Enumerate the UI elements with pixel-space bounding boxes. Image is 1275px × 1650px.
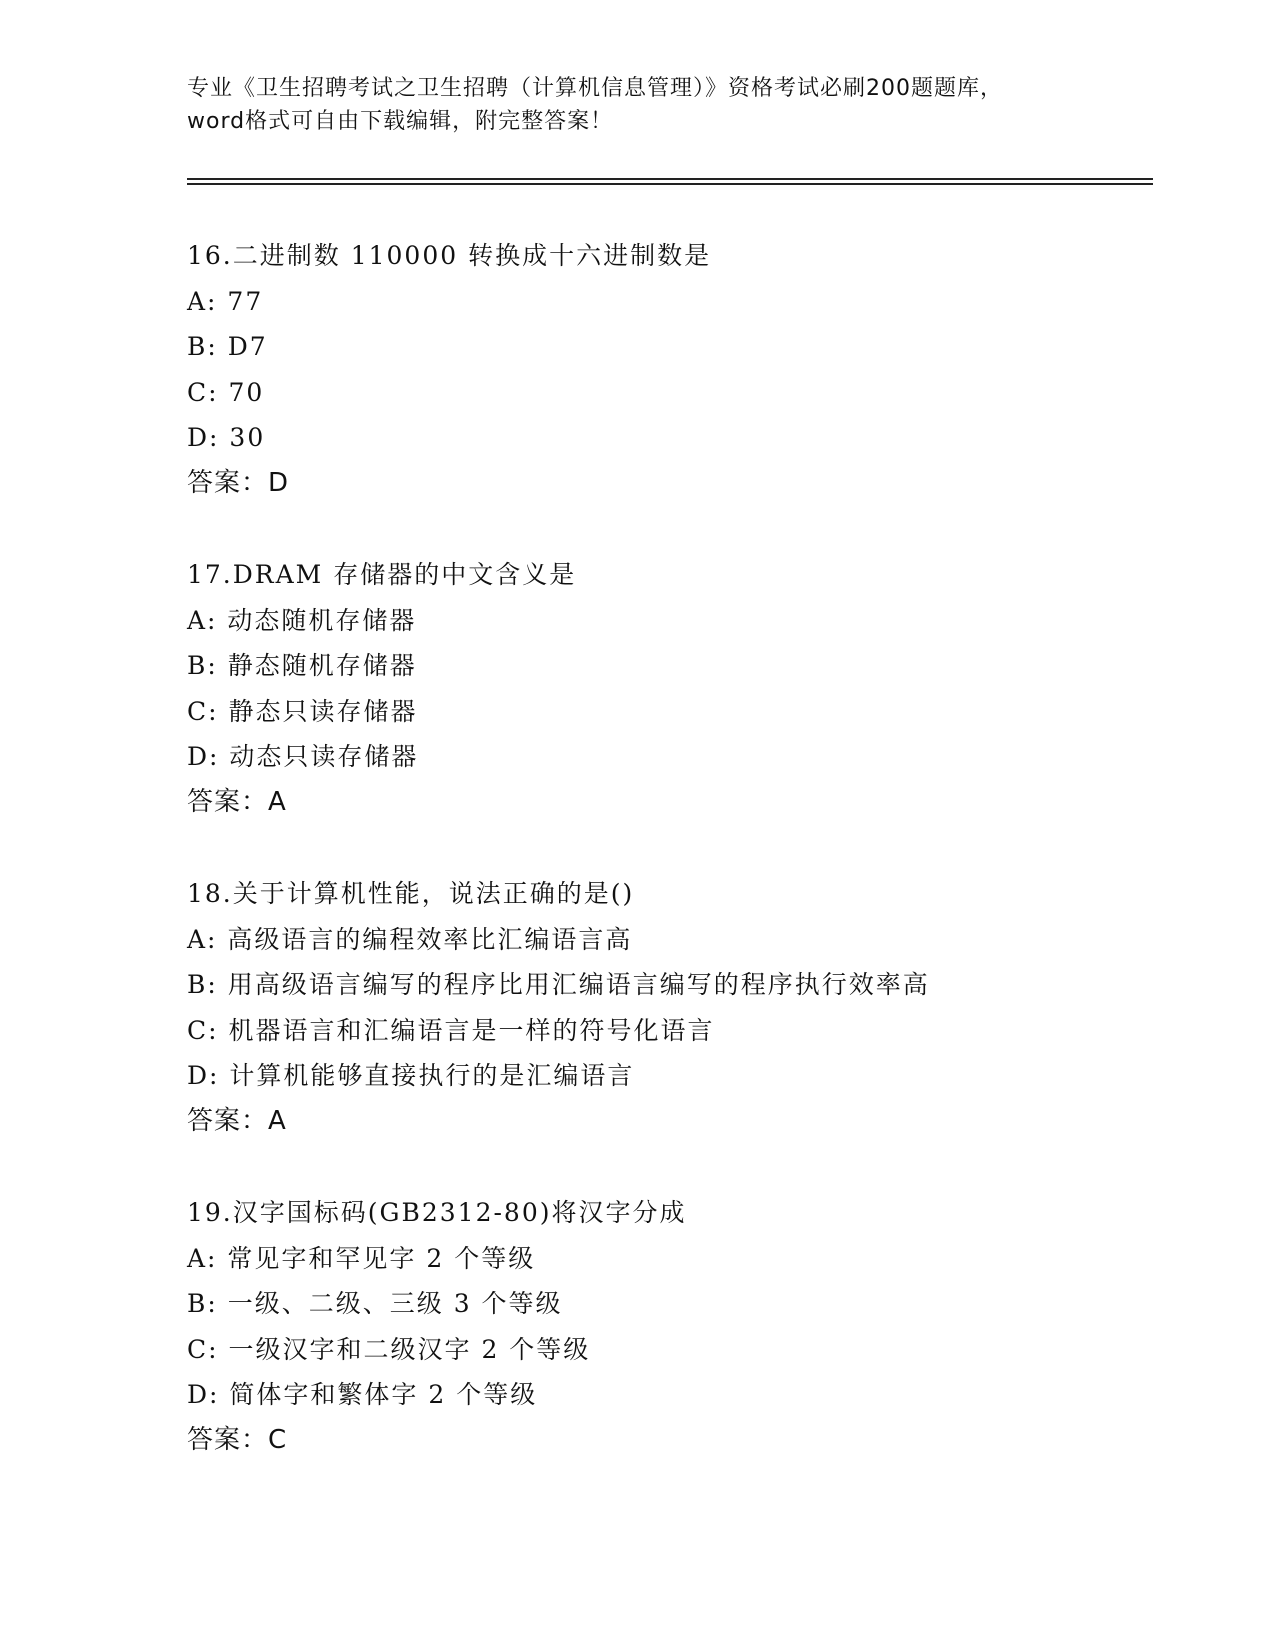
header-line-1: 专业《卫生招聘考试之卫生招聘（计算机信息管理）》资格考试必刷200题题库，	[187, 76, 1003, 101]
option-b: B: D7	[187, 332, 268, 361]
header-divider-bottom	[187, 183, 1153, 185]
question-title: 16.二进制数 110000 转换成十六进制数是	[187, 241, 712, 270]
answer: 答案：D	[187, 467, 290, 498]
document-header	[187, 72, 1087, 138]
option-d: D: 计算机能够直接执行的是汇编语言	[187, 1061, 635, 1090]
option-a: A: 高级语言的编程效率比汇编语言高	[187, 924, 633, 954]
question-18	[187, 871, 1187, 1144]
option-b: B: 一级、二级、三级 3 个等级	[187, 1289, 563, 1318]
question-title: 19.汉字国标码(GB2312-80)将汉字分成	[187, 1198, 687, 1227]
option-d: D: 30	[187, 423, 266, 452]
option-a: A: 动态随机存储器	[187, 605, 417, 635]
question-19	[187, 1190, 1187, 1463]
option-a: A: 77	[187, 286, 264, 316]
answer: 答案：C	[187, 1424, 288, 1455]
question-17	[187, 552, 1187, 825]
answer: 答案：A	[187, 1105, 287, 1136]
option-c: C: 静态只读存储器	[187, 696, 418, 726]
header-line-2: word格式可自由下载编辑，附完整答案！	[187, 109, 614, 134]
option-b: B: 静态随机存储器	[187, 651, 417, 680]
question-title: 18.关于计算机性能，说法正确的是()	[187, 879, 635, 908]
option-c: C: 70	[187, 377, 265, 407]
option-c: C: 一级汉字和二级汉字 2 个等级	[187, 1334, 591, 1364]
answer: 答案：A	[187, 786, 287, 817]
header-divider-top	[187, 178, 1153, 180]
question-title: 17.DRAM 存储器的中文含义是	[187, 560, 577, 589]
question-16	[187, 233, 1187, 506]
option-d: D: 动态只读存储器	[187, 742, 419, 771]
option-b: B: 用高级语言编写的程序比用汇编语言编写的程序执行效率高	[187, 970, 930, 999]
option-d: D: 简体字和繁体字 2 个等级	[187, 1380, 538, 1409]
option-a: A: 常见字和罕见字 2 个等级	[187, 1243, 536, 1273]
option-c: C: 机器语言和汇编语言是一样的符号化语言	[187, 1015, 715, 1045]
